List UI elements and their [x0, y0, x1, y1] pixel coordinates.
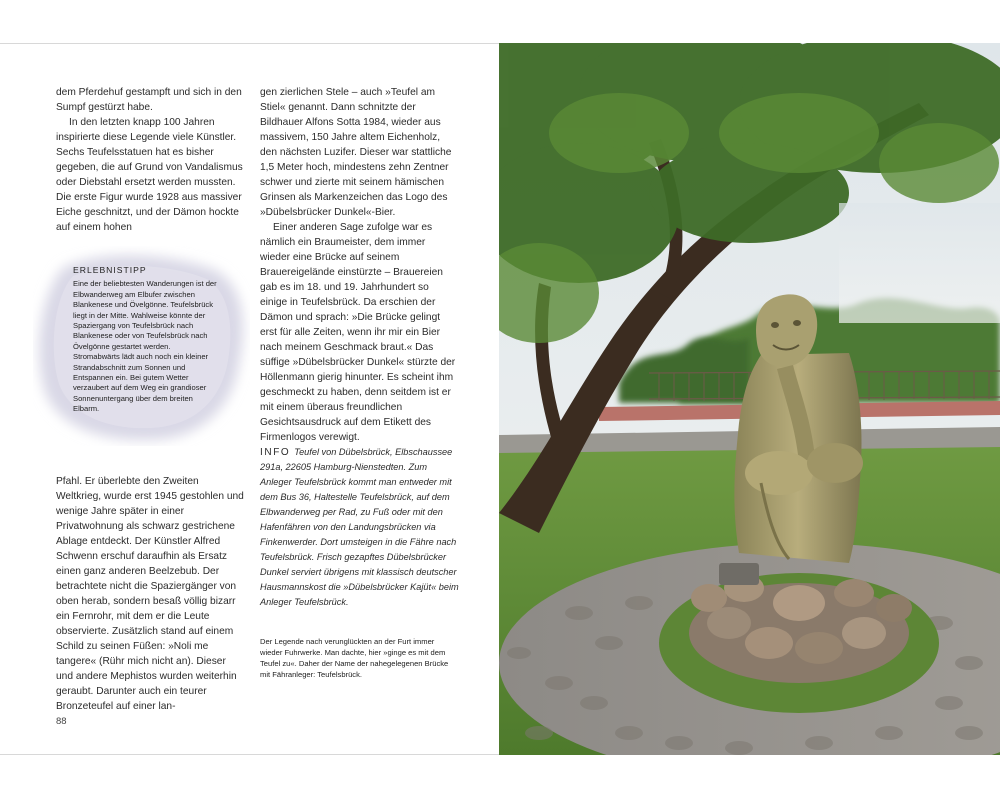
paragraph: dem Pferdehuf gestampft und sich in den Sumpf gestürzt habe.	[56, 87, 242, 113]
page-number: 88	[56, 716, 67, 727]
paragraph: Einer anderen Sage zufolge war es nämlich ein Braumeister, dem immer wieder eine Brücke auf seinem Brauereigelände einstürzte – Brauereien gab es im 18. und 19. Jahrhundert so einige in Teufelsbrück. Da erschien der Dämon und sprach: »Die Brücke gelingt erst für alle Zeiten, wenn ihr mir ein Bier nach meinem Geschmack braut.« Das süffige »Dübelsbrücker Dunkel« stürzte der Höllenmann gierig hinunter. Es scheint ihm geschmeckt zu haben, denn seitdem ist er mit einem überaus freundlichen Gesichtsausdruck auf dem Etikett des Firmenlogos verewigt.	[260, 222, 456, 443]
paragraph: gen zierlichen Stele – auch »Teufel am Stiel« genannt. Dann schnitzte der Bildhauer Alfons Sotta 1984, wieder aus massivem, 150 Jahre altem Eichenholz, den nächsten Luzifer. Dieser war stattliche 1,5 Meter hoch, mindestens zehn Zentner schwer und zierte mit seinem hämischen Grinsen als Markenzeichen das Logo des »Dübelsbrücker Dunkel«-Bier.	[260, 87, 452, 218]
info-text: Teufel von Dübelsbrück, Elbschaussee 291a, 22605 Hamburg-Nienstedten. Zum Anleger Teufelsbrück kommt man entweder mit dem Bus 36, Haltestelle Teufelsbrück, auf dem Elbwanderweg per Rad, zu Fuß oder mit den Hafenfähren von den Landungsbrücken via Finkenwerder. Dort umsteigen in die Fähre nach Teufelsbrück. Frisch gezapftes Dübelsbrücker Dunkel serviert übrigens mit klassisch deutscher Hausmannskost die »Dübelsbrücker Kajüt« beim Anleger Teufelsbrück.	[260, 447, 459, 607]
info-label: INFO	[260, 447, 291, 458]
left-column-top	[56, 85, 244, 235]
info-block	[260, 445, 460, 610]
tip-body: Eine der beliebtesten Wanderungen ist der Elbwanderweg am Elbufer zwischen Blankenese und Övelgönne. Teufelsbrück liegt in der Mitte. Wahlweise könnte der Spaziergang von Teufelsbrück nach Blankenese oder von Teufelsbrück nach Övelgönne gestartet werden. Stromabwärts lädt auch noch ein kleiner Strandabschnitt zum Sonnen und Entspannen ein. Bei gutem Wetter verzaubert auf dem Weg ein grandioser Sonnenuntergang über dem breiten Elbarm.	[73, 279, 217, 414]
photo-devil-statue	[499, 43, 1000, 755]
photo-caption	[260, 636, 450, 680]
paragraph: In den letzten knapp 100 Jahren inspirierte diese Legende viele Künstler. Sechs Teufelsstatuen hat es bisher gegeben, die auf Grund von Vandalismus oder Diebstahl ersetzt werden mussten. Die erste Figur wurde 1928 aus massiver Eiche geschnitzt, und der Dämon hockte auf einem hohen	[56, 117, 243, 233]
left-column-bottom	[56, 474, 244, 714]
paragraph: Pfahl. Er überlebte den Zweiten Weltkrieg, wurde erst 1945 gestohlen und wenige Jahre später in einer Privatwohnung als schwarz gestrichene Ablage entdeckt. Der Künstler Alfred Schwenn erschuf daraufhin als Ersatz einen ganz anderen Beelzebub. Der betrachtete nicht die Spaziergänger von oben herab, sondern besaß völlig bizarr ein Fernrohr, mit dem er die Leute observierte. Zusätzlich stand auf einem Schild zu seinen Füßen: »Noli me tangere« (Rühr mich nicht an). Dieser und andere Mephistos wurden weiterhin geraubt. Darunter auch ein teurer Bronzeteufel auf einer lan-	[56, 476, 244, 712]
tip-title: ERLEBNISTIPP	[73, 265, 147, 275]
caption-text: Der Legende nach verunglückten an der Furt immer wieder Fuhrwerke. Man dachte, hier »ginge es mit dem Teufel zu«. Daher der Name der nahegelegenen Brücke mit Fähranleger: Teufelsbrück.	[260, 637, 449, 679]
tip-box	[73, 265, 219, 415]
right-column	[260, 85, 458, 445]
